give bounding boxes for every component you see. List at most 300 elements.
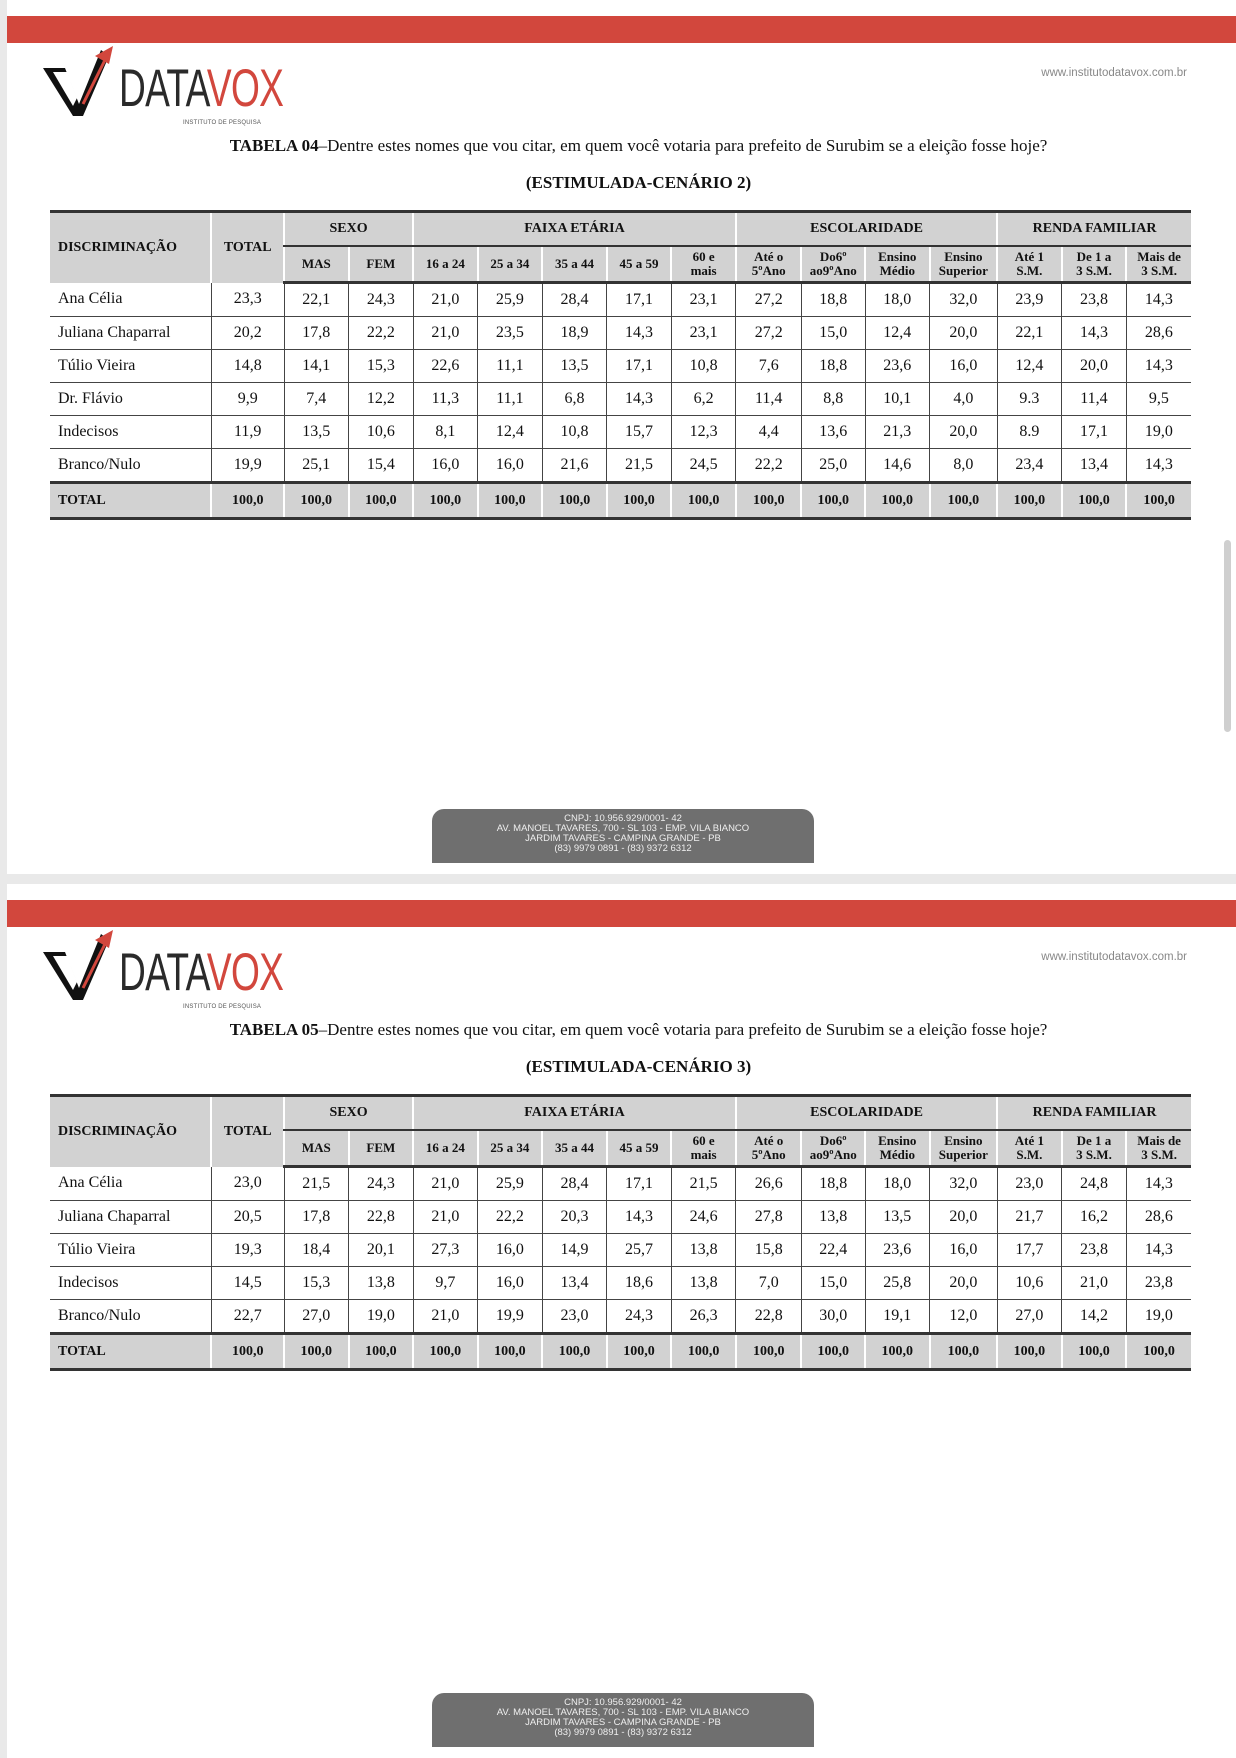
table-cell: 10,8 [542, 416, 607, 449]
total-cell: 100,0 [865, 483, 930, 519]
table-cell: 15,8 [736, 1234, 802, 1267]
table-cell: 16,0 [413, 449, 478, 483]
table-cell: 23,1 [671, 283, 736, 317]
subheader-label: MAS [301, 256, 331, 271]
table-cell: 18,6 [607, 1267, 672, 1300]
table-cell: 13,8 [801, 1201, 865, 1234]
footer-line: AV. MANOEL TAVARES, 700 - SL 103 - EMP. VILA BIANCO [496, 1707, 750, 1718]
subheader-cell [413, 246, 478, 283]
subheader-label: S.M. [1016, 1147, 1043, 1162]
datavox-logo [43, 930, 283, 1014]
total-cell: 100,0 [1062, 1334, 1127, 1370]
table-cell: 9,5 [1126, 383, 1191, 416]
total-cell: 100,0 [349, 1334, 414, 1370]
subheader-cell [284, 246, 349, 283]
table-cell: 16,0 [478, 1234, 543, 1267]
scrollbar-thumb[interactable] [1224, 540, 1231, 732]
subheader-cell [736, 1130, 802, 1167]
footer-line: JARDIM TAVARES - CAMPINA GRANDE - PB [525, 833, 721, 844]
table-cell: 25,8 [865, 1267, 930, 1300]
table-cell: 14,6 [865, 449, 930, 483]
table-cell: 20,0 [930, 317, 998, 350]
table-cell: 12,4 [865, 317, 930, 350]
subheader-cell [349, 246, 414, 283]
footer-line: AV. MANOEL TAVARES, 700 - SL 103 - EMP. VILA BIANCO [496, 823, 750, 834]
subheader-cell [284, 1130, 349, 1167]
table-cell: 7,6 [736, 350, 802, 383]
table-cell: 20,0 [930, 416, 998, 449]
table-cell: 11,1 [478, 383, 543, 416]
subheader-label: FEM [366, 256, 396, 271]
table-cell: 17,1 [607, 283, 672, 317]
table-cell: 16,2 [1062, 1201, 1127, 1234]
subheader-label: Do6º [819, 1133, 847, 1148]
header-group-faixa-etaria: FAIXA ETÁRIA [413, 212, 736, 247]
total-label: TOTAL [50, 1334, 211, 1370]
footer-line: CNPJ: 10.956.929/0001- 42 [564, 1697, 682, 1708]
subheader-label: Até 1 [1014, 249, 1045, 264]
table-cell: 23,5 [478, 317, 543, 350]
total-cell: 100,0 [478, 483, 543, 519]
table-cell: 15,0 [801, 317, 865, 350]
table-cell: 21,0 [1062, 1267, 1127, 1300]
subheader-label: Até o [754, 249, 784, 264]
total-cell: 100,0 [930, 483, 998, 519]
table-cell: 28,4 [542, 1167, 607, 1201]
table-cell: 19,0 [1126, 416, 1191, 449]
table-cell: 18,0 [865, 1167, 930, 1201]
subheader-label: De 1 a [1076, 249, 1112, 264]
table-cell: 23,0 [211, 1167, 284, 1201]
row-label: Juliana Chaparral [50, 317, 211, 350]
table-cell: 17,1 [1062, 416, 1127, 449]
total-cell: 100,0 [284, 1334, 349, 1370]
table-cell: 24,3 [349, 283, 414, 317]
table-cell: 19,0 [349, 1300, 414, 1334]
table-row [50, 283, 1191, 317]
total-cell: 100,0 [736, 483, 802, 519]
table-cell: 32,0 [930, 1167, 998, 1201]
subheader-label: De 1 a [1076, 1133, 1112, 1148]
results-table [50, 1094, 1191, 1371]
subheader-cell [997, 246, 1062, 283]
table-cell: 13,4 [542, 1267, 607, 1300]
table-row [50, 1167, 1191, 1201]
subheader-label: 5ºAno [751, 263, 786, 278]
total-cell: 100,0 [542, 483, 607, 519]
subheader-label: S.M. [1016, 263, 1043, 278]
subheader-label: ao9ºAno [809, 1147, 857, 1162]
table-cell: 14,3 [607, 1201, 672, 1234]
row-label: Ana Célia [50, 1167, 211, 1201]
row-label: Dr. Flávio [50, 383, 211, 416]
table-cell: 10,6 [349, 416, 414, 449]
table-cell: 18,9 [542, 317, 607, 350]
subheader-cell [542, 1130, 607, 1167]
total-cell: 100,0 [801, 483, 865, 519]
subheader-label: mais [690, 1147, 717, 1162]
subheader-label: 16 a 24 [425, 256, 465, 271]
row-label: Branco/Nulo [50, 449, 211, 483]
header-discriminacao: DISCRIMINAÇÃO [50, 212, 211, 283]
logo-wordmark: DATAVOX [119, 59, 284, 118]
total-cell: 100,0 [413, 1334, 478, 1370]
table-cell: 18,4 [284, 1234, 349, 1267]
footer-line: CNPJ: 10.956.929/0001- 42 [564, 813, 682, 824]
table-title: TABELA 05–Dentre estes nomes que vou citar, em quem você votaria para prefeito de Surubim se a eleição fosse hoje? [229, 1020, 1048, 1039]
table-cell: 15,4 [349, 449, 414, 483]
table-cell: 17,7 [997, 1234, 1062, 1267]
table-cell: 14,3 [1062, 317, 1127, 350]
table-cell: 9.3 [997, 383, 1062, 416]
table-cell: 14,3 [1126, 350, 1191, 383]
subheader-label: Mais de [1137, 249, 1181, 264]
table-cell: 16,0 [930, 1234, 998, 1267]
table-cell: 28,4 [542, 283, 607, 317]
subheader-label: 35 a 44 [554, 256, 594, 271]
table-cell: 28,6 [1126, 1201, 1191, 1234]
table-cell: 14,5 [211, 1267, 284, 1300]
table-title: TABELA 04–Dentre estes nomes que vou citar, em quem você votaria para prefeito de Surubim se a eleição fosse hoje? [229, 136, 1048, 155]
subheader-label: 45 a 59 [619, 1140, 659, 1155]
table-cell: 13,8 [349, 1267, 414, 1300]
table-cell: 13,8 [671, 1267, 736, 1300]
table-cell: 8.9 [997, 416, 1062, 449]
table-cell: 21,6 [542, 449, 607, 483]
row-label: Indecisos [50, 1267, 211, 1300]
table-row [50, 317, 1191, 350]
total-cell: 100,0 [211, 483, 284, 519]
table-cell: 14,9 [542, 1234, 607, 1267]
table-cell: 12,0 [930, 1300, 998, 1334]
table-cell: 8,8 [801, 383, 865, 416]
table-cell: 20,1 [349, 1234, 414, 1267]
table-cell: 14,3 [1126, 1234, 1191, 1267]
subheader-cell [349, 1130, 414, 1167]
table-cell: 23,8 [1062, 1234, 1127, 1267]
table-cell: 26,6 [736, 1167, 802, 1201]
subheader-label: 16 a 24 [425, 1140, 465, 1155]
table-row [50, 383, 1191, 416]
footer-line: JARDIM TAVARES - CAMPINA GRANDE - PB [525, 1717, 721, 1728]
table-cell: 17,1 [607, 350, 672, 383]
table-cell: 11,4 [736, 383, 802, 416]
table-cell: 15,3 [284, 1267, 349, 1300]
subheader-label: Médio [879, 1147, 915, 1162]
row-label: Juliana Chaparral [50, 1201, 211, 1234]
table-cell: 27,2 [736, 317, 802, 350]
table-cell: 13,6 [801, 416, 865, 449]
header-group-sexo: SEXO [284, 1096, 413, 1131]
total-cell: 100,0 [671, 483, 736, 519]
table-cell: 14,3 [607, 383, 672, 416]
row-label: Ana Célia [50, 283, 211, 317]
table-cell: 21,0 [413, 1300, 478, 1334]
table-cell: 21,7 [997, 1201, 1062, 1234]
website-url[interactable]: www.institutodatavox.com.br [1041, 951, 1187, 963]
table-cell: 18,8 [801, 350, 865, 383]
subheader-cell [930, 1130, 998, 1167]
table-cell: 4,0 [930, 383, 998, 416]
table-cell: 22,2 [478, 1201, 543, 1234]
table-cell: 21,0 [413, 1167, 478, 1201]
table-cell: 20,2 [211, 317, 284, 350]
subheader-label: Superior [938, 263, 988, 278]
logo-subtitle: INSTITUTO DE PESQUISA [183, 120, 262, 126]
header-group-renda: RENDA FAMILIAR [997, 212, 1191, 247]
table-cell: 23,0 [997, 1167, 1062, 1201]
header-group-faixa-etaria: FAIXA ETÁRIA [413, 1096, 736, 1131]
subheader-cell [736, 246, 802, 283]
table-row [50, 1234, 1191, 1267]
subheader-cell [1126, 246, 1191, 283]
table-cell: 11,3 [413, 383, 478, 416]
table-cell: 24,8 [1062, 1167, 1127, 1201]
table-cell: 19,0 [1126, 1300, 1191, 1334]
table-cell: 27,8 [736, 1201, 802, 1234]
table-cell: 10,6 [997, 1267, 1062, 1300]
total-cell: 100,0 [801, 1334, 865, 1370]
subheader-cell [865, 1130, 930, 1167]
subheader-label: Mais de [1137, 1133, 1181, 1148]
table-cell: 15,3 [349, 350, 414, 383]
subheader-cell [997, 1130, 1062, 1167]
table-cell: 16,0 [478, 1267, 543, 1300]
subheader-label: Ensino [944, 249, 983, 264]
total-cell: 100,0 [1062, 483, 1127, 519]
subheader-cell [801, 246, 865, 283]
table-cell: 23,8 [1062, 283, 1127, 317]
table-cell: 14,8 [211, 350, 284, 383]
table-cell: 32,0 [930, 283, 998, 317]
table-cell: 27,0 [284, 1300, 349, 1334]
table-cell: 14,2 [1062, 1300, 1127, 1334]
table-cell: 25,9 [478, 1167, 543, 1201]
table-cell: 22,8 [736, 1300, 802, 1334]
table-cell: 23,4 [997, 449, 1062, 483]
table-total-row [50, 483, 1191, 519]
table-cell: 14,1 [284, 350, 349, 383]
table-cell: 20,3 [542, 1201, 607, 1234]
table-cell: 18,8 [801, 283, 865, 317]
table-cell: 9,9 [211, 383, 284, 416]
table-cell: 27,2 [736, 283, 802, 317]
total-cell: 100,0 [997, 483, 1062, 519]
table-cell: 22,7 [211, 1300, 284, 1334]
total-cell: 100,0 [671, 1334, 736, 1370]
document-page-1 [7, 0, 1236, 874]
row-label: Túlio Vieira [50, 350, 211, 383]
table-cell: 23,1 [671, 317, 736, 350]
table-cell: 24,5 [671, 449, 736, 483]
table-row [50, 449, 1191, 483]
table-cell: 7,4 [284, 383, 349, 416]
table-cell: 6,2 [671, 383, 736, 416]
table-cell: 20,0 [930, 1201, 998, 1234]
table-cell: 4,4 [736, 416, 802, 449]
total-cell: 100,0 [349, 483, 414, 519]
table-cell: 18,0 [865, 283, 930, 317]
table-cell: 12,4 [997, 350, 1062, 383]
table-cell: 17,8 [284, 1201, 349, 1234]
subheader-cell [478, 246, 543, 283]
header-group-escolaridade: ESCOLARIDADE [736, 212, 997, 247]
table-row [50, 1267, 1191, 1300]
total-cell: 100,0 [542, 1334, 607, 1370]
total-cell: 100,0 [607, 483, 672, 519]
table-cell: 24,3 [607, 1300, 672, 1334]
table-cell: 11,4 [1062, 383, 1127, 416]
table-cell: 6,8 [542, 383, 607, 416]
total-cell: 100,0 [1126, 1334, 1191, 1370]
subheader-label: 3 S.M. [1076, 1147, 1112, 1162]
table-cell: 24,3 [349, 1167, 414, 1201]
table-cell: 24,6 [671, 1201, 736, 1234]
subheader-label: 35 a 44 [554, 1140, 594, 1155]
table-cell: 21,0 [413, 1201, 478, 1234]
total-cell: 100,0 [413, 483, 478, 519]
table-cell: 12,3 [671, 416, 736, 449]
subheader-label: Superior [938, 1147, 988, 1162]
subheader-cell [1062, 1130, 1127, 1167]
table-row [50, 1300, 1191, 1334]
total-cell: 100,0 [478, 1334, 543, 1370]
table-cell: 11,1 [478, 350, 543, 383]
table-cell: 22,6 [413, 350, 478, 383]
row-label: Indecisos [50, 416, 211, 449]
subheader-label: Médio [879, 263, 915, 278]
footer-address-box [432, 1693, 814, 1747]
subheader-label: 3 S.M. [1076, 263, 1112, 278]
table-cell: 19,3 [211, 1234, 284, 1267]
table-cell: 14,3 [1126, 449, 1191, 483]
table-cell: 30,0 [801, 1300, 865, 1334]
table-cell: 20,0 [930, 1267, 998, 1300]
subheader-cell [1126, 1130, 1191, 1167]
footer-line: (83) 9979 0891 - (83) 9372 6312 [554, 1727, 692, 1738]
table-cell: 23,6 [865, 1234, 930, 1267]
table-cell: 18,8 [801, 1167, 865, 1201]
table-cell: 21,5 [607, 449, 672, 483]
subheader-label: Até 1 [1014, 1133, 1045, 1148]
subheader-cell [413, 1130, 478, 1167]
table-cell: 14,3 [1126, 1167, 1191, 1201]
table-cell: 26,3 [671, 1300, 736, 1334]
total-cell: 100,0 [997, 1334, 1062, 1370]
subheader-label: mais [690, 263, 717, 278]
header-discriminacao: DISCRIMINAÇÃO [50, 1096, 211, 1167]
table-cell: 21,3 [865, 416, 930, 449]
table-cell: 25,1 [284, 449, 349, 483]
table-cell: 10,8 [671, 350, 736, 383]
table-cell: 22,8 [349, 1201, 414, 1234]
document-page-2 [7, 884, 1236, 1758]
table-cell: 12,4 [478, 416, 543, 449]
table-cell: 28,6 [1126, 317, 1191, 350]
datavox-logo [43, 46, 283, 130]
subheader-label: 25 a 34 [490, 256, 530, 271]
table-cell: 23,6 [865, 350, 930, 383]
table-row [50, 350, 1191, 383]
subheader-label: 45 a 59 [619, 256, 659, 271]
total-cell: 100,0 [865, 1334, 930, 1370]
subheader-label: 3 S.M. [1141, 1147, 1177, 1162]
table-cell: 16,0 [930, 350, 998, 383]
subheader-cell [607, 1130, 672, 1167]
table-cell: 25,0 [801, 449, 865, 483]
header-red-band [7, 900, 1236, 927]
table-cell: 23,9 [997, 283, 1062, 317]
subheader-cell [1062, 246, 1127, 283]
table-cell: 14,3 [1126, 283, 1191, 317]
website-url[interactable]: www.institutodatavox.com.br [1041, 67, 1187, 79]
row-label: Túlio Vieira [50, 1234, 211, 1267]
table-cell: 9,7 [413, 1267, 478, 1300]
table-cell: 13,5 [865, 1201, 930, 1234]
total-cell: 100,0 [736, 1334, 802, 1370]
table-cell: 14,3 [607, 317, 672, 350]
subheader-cell [930, 246, 998, 283]
table-cell: 15,7 [607, 416, 672, 449]
table-cell: 10,1 [865, 383, 930, 416]
subheader-label: 3 S.M. [1141, 263, 1177, 278]
table-cell: 21,5 [671, 1167, 736, 1201]
logo-wordmark: DATAVOX [119, 943, 284, 1002]
subheader-label: Do6º [819, 249, 847, 264]
header-red-band [7, 16, 1236, 43]
subheader-label: 60 e [692, 1133, 715, 1148]
table-cell: 11,9 [211, 416, 284, 449]
table-subtitle: (ESTIMULADA-CENÁRIO 2) [525, 173, 752, 192]
table-row [50, 416, 1191, 449]
row-label: Branco/Nulo [50, 1300, 211, 1334]
table-cell: 8,0 [930, 449, 998, 483]
table-total-row [50, 1334, 1191, 1370]
table-cell: 13,4 [1062, 449, 1127, 483]
total-cell: 100,0 [607, 1334, 672, 1370]
table-cell: 22,2 [349, 317, 414, 350]
total-cell: 100,0 [1126, 483, 1191, 519]
subheader-label: 5ºAno [751, 1147, 786, 1162]
table-cell: 19,9 [211, 449, 284, 483]
table-cell: 17,8 [284, 317, 349, 350]
table-cell: 27,3 [413, 1234, 478, 1267]
subheader-label: Até o [754, 1133, 784, 1148]
footer-line: (83) 9979 0891 - (83) 9372 6312 [554, 843, 692, 854]
table-cell: 7,0 [736, 1267, 802, 1300]
subheader-cell [607, 246, 672, 283]
total-cell: 100,0 [930, 1334, 998, 1370]
table-cell: 21,5 [284, 1167, 349, 1201]
table-cell: 22,1 [997, 317, 1062, 350]
table-cell: 8,1 [413, 416, 478, 449]
results-table [50, 210, 1191, 520]
table-cell: 15,0 [801, 1267, 865, 1300]
table-cell: 13,5 [284, 416, 349, 449]
header-total: TOTAL [211, 212, 284, 283]
table-cell: 19,1 [865, 1300, 930, 1334]
table-row [50, 1201, 1191, 1234]
table-cell: 27,0 [997, 1300, 1062, 1334]
subheader-label: FEM [366, 1140, 396, 1155]
table-cell: 12,2 [349, 383, 414, 416]
logo-subtitle: INSTITUTO DE PESQUISA [183, 1004, 262, 1010]
subheader-cell [542, 246, 607, 283]
table-cell: 19,9 [478, 1300, 543, 1334]
footer-address-box [432, 809, 814, 863]
subheader-label: Ensino [944, 1133, 983, 1148]
subheader-cell [801, 1130, 865, 1167]
